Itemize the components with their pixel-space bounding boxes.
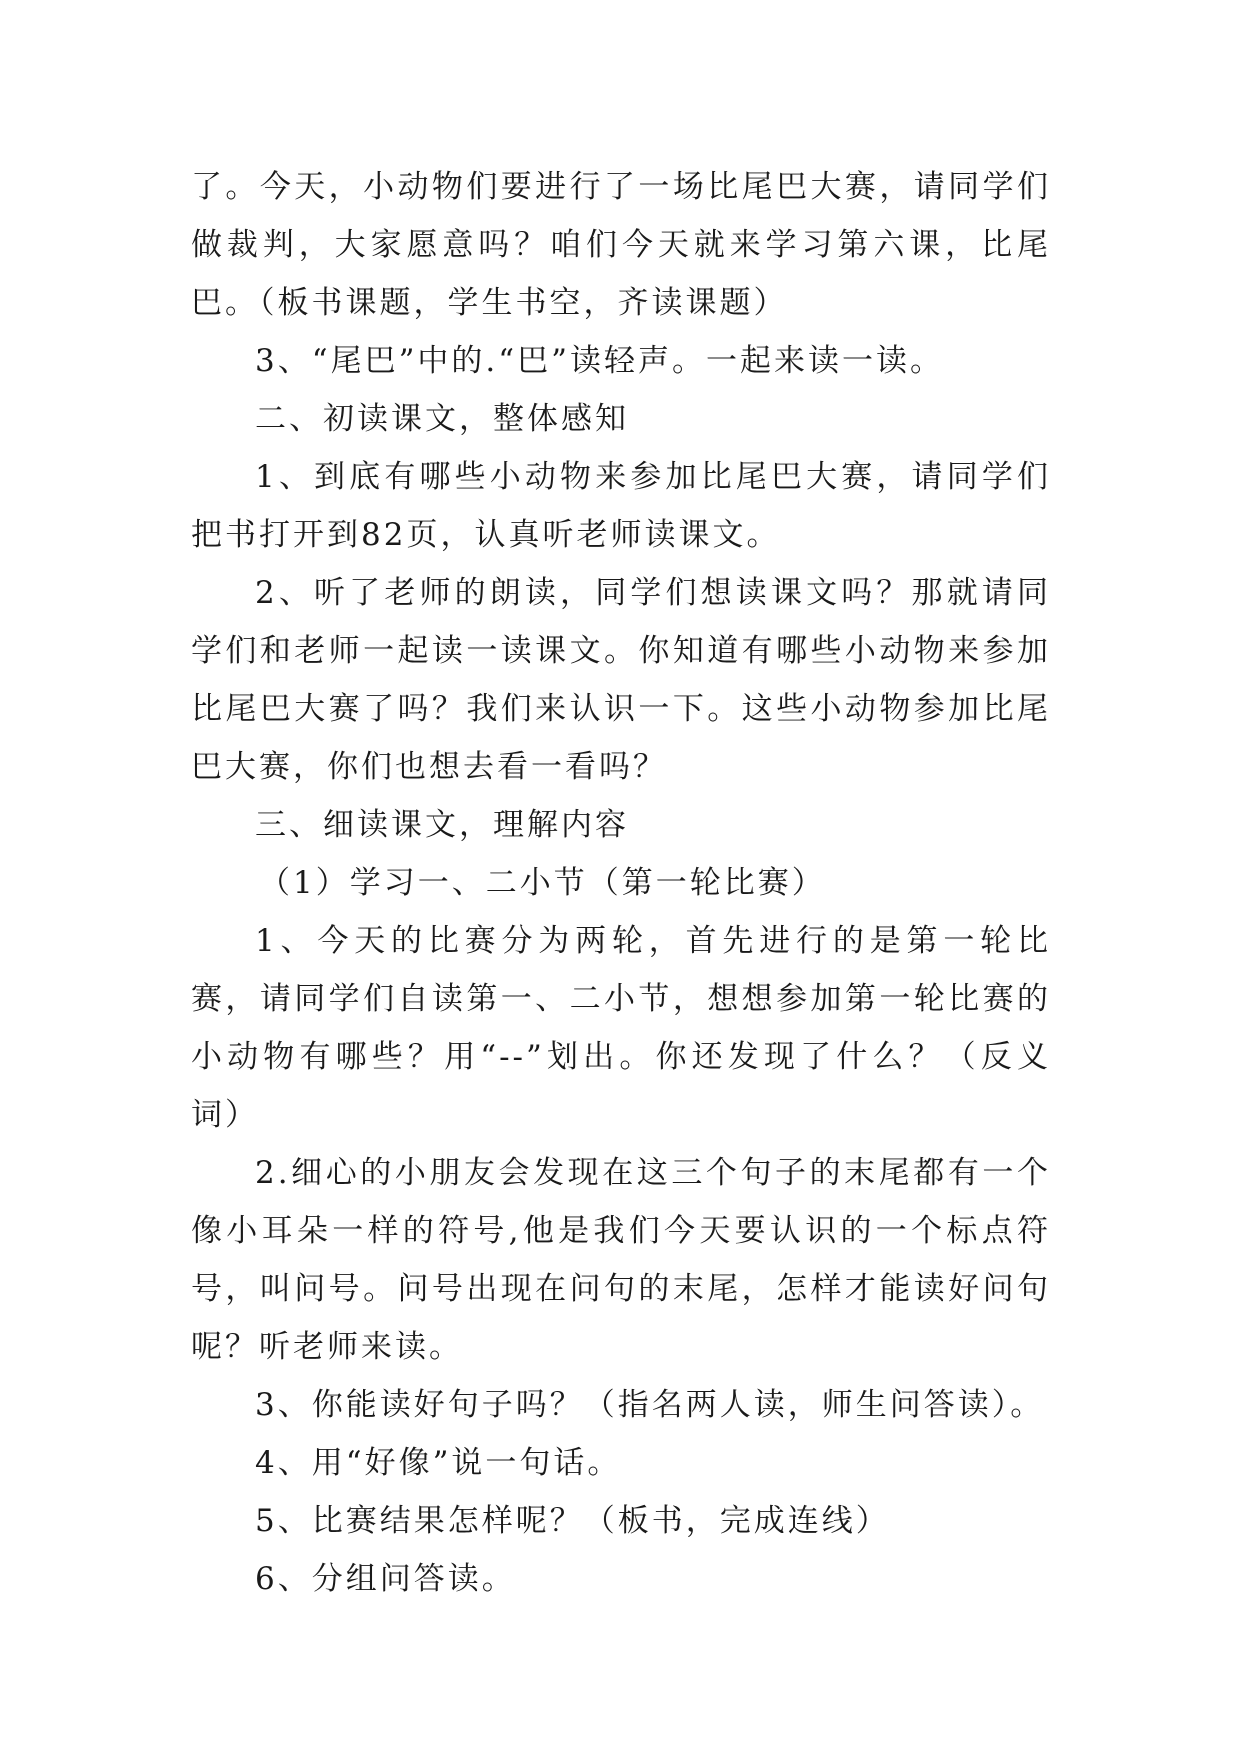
paragraph-step-2-question-mark: 2.细心的小朋友会发现在这三个句子的末尾都有一个像小耳朵一样的符号,他是我们今天要认识的一个标点符号，叫问号。问号出现在问句的末尾，怎样才能读好问句呢？听老师来读。 bbox=[191, 1155, 1051, 1365]
document-body bbox=[191, 158, 1051, 1608]
paragraph-step-5-results: 5、比赛结果怎样呢？（板书，完成连线） bbox=[255, 1503, 890, 1539]
subsection-heading-first-round: （1）学习一、二小节（第一轮比赛） bbox=[259, 865, 826, 901]
paragraph-step-6-group-reading: 6、分组问答读。 bbox=[255, 1561, 516, 1597]
paragraph-step-4-haoxiang: 4、用“好像”说一句话。 bbox=[255, 1445, 622, 1481]
section-heading-close-reading: 三、细读课文，理解内容 bbox=[255, 807, 629, 843]
paragraph-step-3-light-tone: 3、“尾巴”中的.“巴”读轻声。一起来读一读。 bbox=[255, 343, 944, 379]
paragraph-step-2-read-together: 2、听了老师的朗读，同学们想读课文吗？那就请同学们和老师一起读一读课文。你知道有哪些小动物来参加比尾巴大赛了吗？我们来认识一下。这些小动物参加比尾巴大赛，你们也想去看一看吗？ bbox=[191, 575, 1051, 785]
paragraph-step-1-first-round: 1、今天的比赛分为两轮，首先进行的是第一轮比赛，请同学们自读第一、二小节，想想参加第一轮比赛的小动物有哪些？用“--”划出。你还发现了什么？（反义词） bbox=[191, 923, 1051, 1133]
paragraph-step-1-listen: 1、到底有哪些小动物来参加比尾巴大赛，请同学们把书打开到82页，认真听老师读课文。 bbox=[191, 459, 1051, 553]
section-heading-first-reading: 二、初读课文，整体感知 bbox=[255, 401, 629, 437]
paragraph-step-3-read-sentences: 3、你能读好句子吗？（指名两人读，师生问答读）。 bbox=[255, 1387, 1045, 1423]
paragraph-continuation: 了。今天，小动物们要进行了一场比尾巴大赛，请同学们做裁判，大家愿意吗？咱们今天就来学习第六课，比尾巴。（板书课题，学生书空，齐读课题） bbox=[191, 169, 1051, 321]
